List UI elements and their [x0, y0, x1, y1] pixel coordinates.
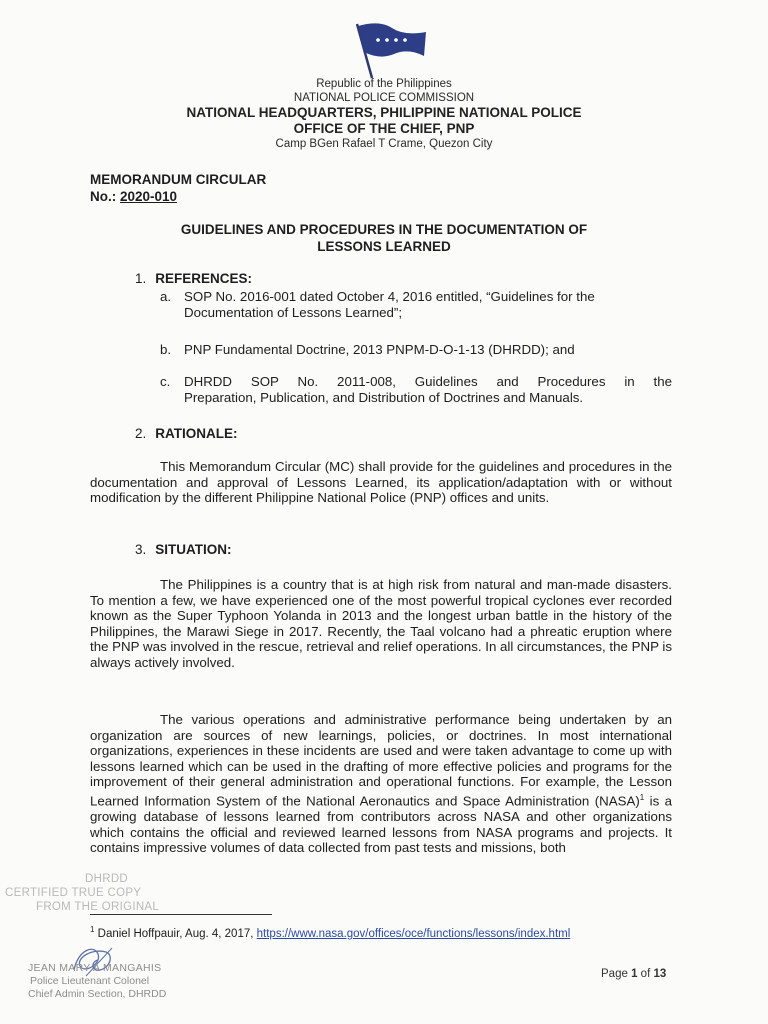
document-title — [90, 221, 678, 255]
section-title: RATIONALE: — [155, 426, 238, 441]
footnote-separator — [90, 914, 272, 915]
page-of: of — [640, 968, 651, 980]
stamp-original: FROM THE ORIGINAL — [36, 901, 160, 913]
header-nhq: NATIONAL HEADQUARTERS, PHILIPPINE NATIONAL POLICE — [186, 105, 582, 120]
footnote-mark: 1 — [90, 925, 95, 934]
footnote-text: Daniel Hoffpauir, Aug. 4, 2017, — [94, 927, 257, 940]
item-text-line: DHRDD SOP No. 2011-008, Guidelines and Procedures in the — [184, 374, 672, 389]
paragraph-text: The various operations and administrative performance being undertaken by an organization are sources of new learnings, policies, or doctrines. In most international organizations, experiences in these incidents are used and were taken advantage to come up with lessons learned which can be used in the drafting of more effective policies and programs for the improvement of their general administration and operational functions. For example, the Lesson Learned Information System of the National Aeronautics and Space Administration (NASA) — [90, 712, 672, 809]
item-text-line: PNP Fundamental Doctrine, 2013 PNPM-D-O-1-13 (DHRDD); and — [184, 342, 575, 357]
situation-paragraph-2 — [90, 712, 672, 856]
page-current: 1 — [631, 968, 638, 980]
memo-number-value: 2020-010 — [120, 189, 178, 204]
signatory-rank: Police Lieutenant Colonel — [30, 975, 150, 987]
memo-type: MEMORANDUM CIRCULAR — [90, 172, 267, 187]
item-letter: a. — [160, 289, 172, 304]
stamp-certified: CERTIFIED TRUE COPY — [5, 887, 142, 899]
header-napolcom: NATIONAL POLICE COMMISSION — [293, 92, 475, 104]
section-number: 1. — [135, 271, 147, 286]
item-text-line: Preparation, Publication, and Distribution of Doctrines and Manuals. — [184, 389, 584, 405]
section-number: 2. — [135, 426, 147, 441]
paragraph-text: is a growing database of lessons learned from contributors across NASA and other organizations which contains the official and reviewed learned lessons from NASA programs and projects. It contains impressive volumes of data collected from past tests and missions, both — [90, 793, 672, 856]
signatory-position: Chief Admin Section, DHRDD — [28, 988, 167, 1000]
section-number: 3. — [135, 542, 147, 557]
signatory-name: JEAN MARY A MANGAHIS — [28, 962, 162, 974]
item-text-line: SOP No. 2016-001 dated October 4, 2016 entitled, “Guidelines for the — [184, 289, 595, 304]
rationale-paragraph: This Memorandum Circular (MC) shall provide for the guidelines and procedures in the documentation and approval of Lessons Learned, its application/adaptation with or without modification by the different Philippine National Police (PNP) offices and units. — [90, 459, 672, 506]
memo-number-label: No.: — [90, 189, 117, 204]
situation-paragraph-1: The Philippines is a country that is at high risk from natural and man-made disasters. To mention a few, we have experienced one of the most powerful tropical cyclones ever recorded known as the Super Typhoon Yolanda in 2013 and the longest urban battle in the history of the Philippines, the Marawi Siege in 2017. Recently, the Taal volcano had a phreatic eruption where the PNP was involved in the rescue, retrieval and relief operations. In all circumstances, the PNP is always actively involved. — [90, 577, 672, 670]
header-republic: Republic of the Philippines — [316, 78, 452, 90]
certified-stamp — [5, 872, 160, 914]
footnote-ref: 1 — [639, 792, 645, 802]
memo-number — [90, 188, 177, 205]
reference-item-b — [160, 342, 672, 358]
page-number — [601, 968, 666, 980]
title-line-1: GUIDELINES AND PROCEDURES IN THE DOCUMENTATION OF — [180, 222, 588, 237]
section-situation-heading — [135, 542, 232, 557]
section-title: SITUATION: — [155, 542, 232, 557]
reference-item-c — [160, 374, 672, 406]
section-rationale-heading — [135, 426, 238, 441]
header-camp: Camp BGen Rafael T Crame, Quezon City — [275, 138, 493, 150]
header-ocpnp: OFFICE OF THE CHIEF, PNP — [293, 121, 475, 136]
item-letter: c. — [160, 374, 171, 389]
item-letter: b. — [160, 342, 172, 357]
reference-item-a — [160, 289, 672, 321]
section-references-heading — [135, 271, 252, 286]
section-title: REFERENCES: — [155, 271, 253, 286]
item-text-line: Documentation of Lessons Learned”; — [184, 304, 403, 320]
pnp-flag-logo — [348, 18, 430, 80]
footnote — [90, 923, 570, 941]
footnote-link[interactable]: https://www.nasa.gov/offices/oce/functions/lessons/index.html — [256, 927, 571, 940]
stamp-office: DHRDD — [85, 873, 129, 885]
signatory-block — [28, 962, 166, 1001]
page-label: Page — [601, 968, 628, 980]
title-line-2: LESSONS LEARNED — [317, 239, 451, 254]
page-total: 13 — [653, 968, 667, 980]
